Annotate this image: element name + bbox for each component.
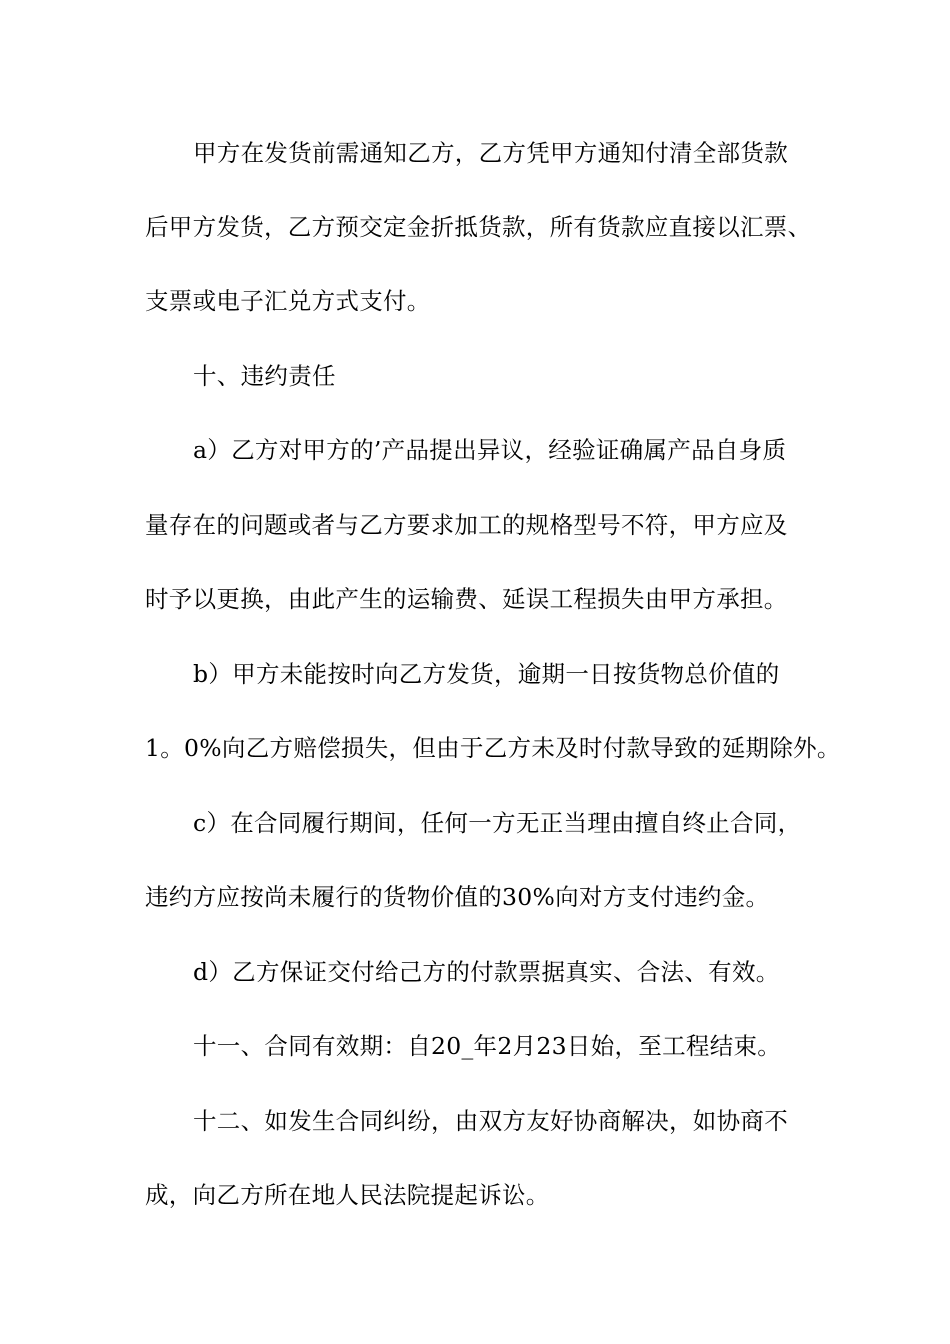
paragraph-line: 量存在的问题或者与乙方要求加工的规格型号不符，甲方应及 (145, 511, 788, 539)
paragraph-line: 十二、如发生合同纠纷，由双方友好协商解决，如协商不 (193, 1107, 788, 1135)
paragraph-line: 甲方在发货前需通知乙方，乙方凭甲方通知付清全部货款 (193, 139, 788, 167)
paragraph-line: 十一、合同有效期：自20_年2月23日始，至工程结束。 (193, 1032, 782, 1060)
paragraph-line: 1。0%向乙方赔偿损失，但由于乙方未及时付款导致的延期除外。 (145, 734, 841, 762)
paragraph-line: 违约方应按尚未履行的货物价值的30%向对方支付违约金。 (145, 883, 770, 911)
paragraph-line: b）甲方未能按时向乙方发货，逾期一日按货物总价值的 (193, 660, 780, 688)
paragraph-line: 成，向乙方所在地人民法院提起诉讼。 (145, 1181, 550, 1209)
section-heading: 十、违约责任 (193, 362, 336, 390)
paragraph-line: d）乙方保证交付给己方的付款票据真实、合法、有效。 (193, 958, 780, 986)
paragraph-line: 后甲方发货，乙方预交定金折抵货款，所有货款应直接以汇票、 (145, 213, 812, 241)
paragraph-line: c）在合同履行期间，任何一方无正当理由擅自终止合同， (193, 809, 802, 837)
paragraph-line: 时予以更换，由此产生的运输费、延误工程损失由甲方承担。 (145, 585, 788, 613)
paragraph-line: 支票或电子汇兑方式支付。 (145, 287, 431, 315)
paragraph-line: a）乙方对甲方的’产品提出异议，经验证确属产品自身质 (193, 436, 787, 464)
